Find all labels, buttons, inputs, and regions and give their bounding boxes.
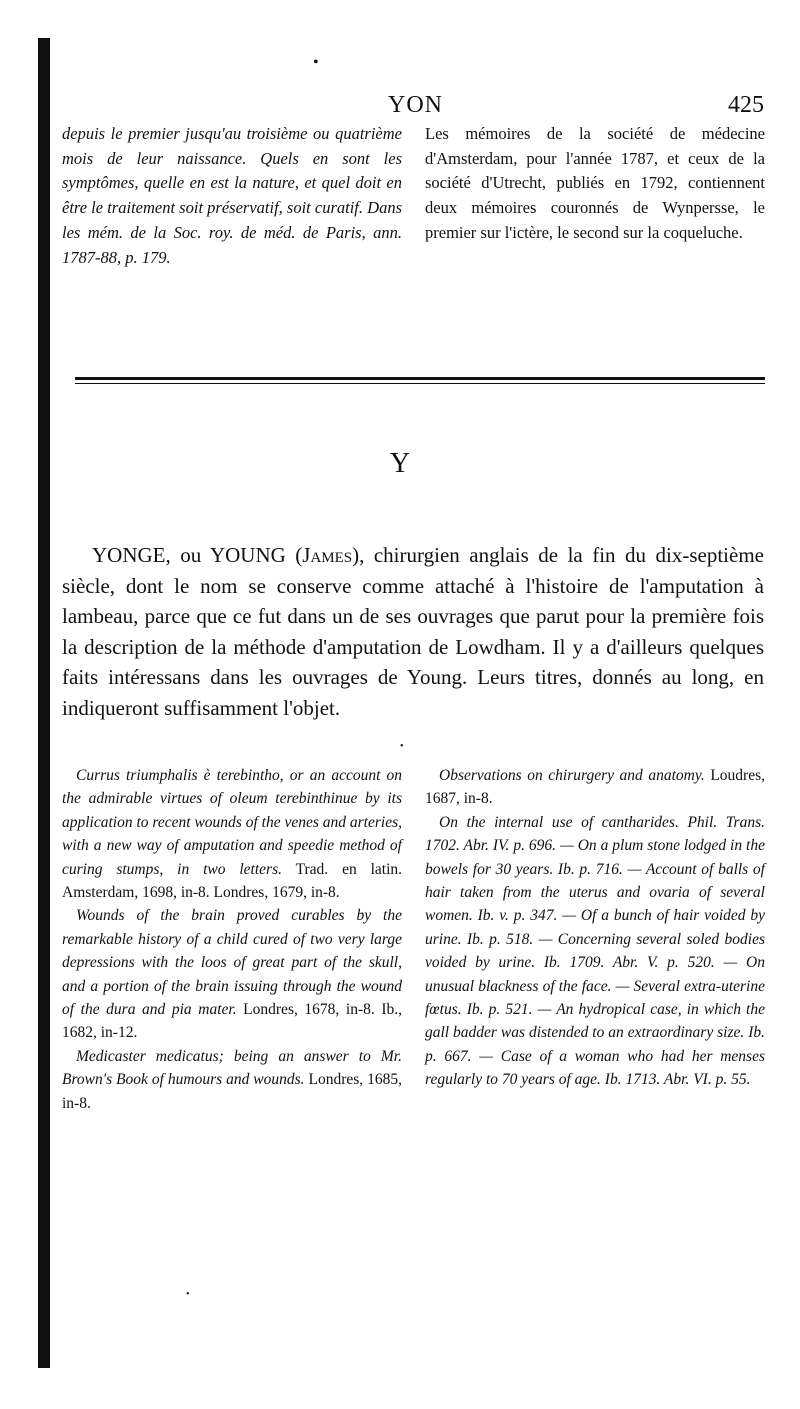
binding-edge bbox=[38, 38, 50, 1368]
top-left-column bbox=[62, 122, 402, 270]
work-title: Wounds of the brain proved curables by the remarkable history of a child cured of two very large depressions with the loos of great part of the skull, and a portion of the brain issuing through the wound of the dura and pia mater. bbox=[62, 907, 402, 1019]
entry-name: YONGE, ou YOUNG ( bbox=[92, 543, 303, 567]
bottom-ornament-dot: • bbox=[186, 1289, 190, 1300]
page-number: 425 bbox=[728, 92, 764, 118]
section-letter: Y bbox=[389, 448, 411, 479]
bibliography-item bbox=[62, 764, 402, 904]
bibliography-item bbox=[62, 1045, 402, 1115]
work-title: Medicaster medicatus; being an answer to Mr. Brown's Book of humours and wounds. bbox=[62, 1047, 402, 1089]
bibliography-item bbox=[62, 904, 402, 1044]
entry-firstname: James bbox=[302, 543, 353, 567]
bibliography-right bbox=[425, 764, 765, 1092]
work-imprint: Trad. en latin. Amsterdam, 1698, in-8. Londres, 1679, in-8. bbox=[62, 860, 402, 902]
biography-entry bbox=[62, 540, 764, 724]
work-imprint: Londres, 1678, in-8. Ib., 1682, in-12. bbox=[62, 1001, 402, 1042]
top-left-text: depuis le premier jusqu'au troisième ou quatrième mois de leur naissance. Quels en sont les symptômes, quelle en est la nature, et quel doit en être le traitement soit préservatif, soit curatif. Dans les mém. de la Soc. roy. de méd. de Paris, ann. 1787-88, p. 179. bbox=[62, 124, 402, 267]
running-header: YON bbox=[388, 92, 443, 118]
work-imprint: Londres, 1685, in-8. bbox=[62, 1071, 402, 1112]
entry-text: ), chirurgien anglais de la fin du dix-septième siècle, dont le nom se conserve comme attaché à l'histoire de l'amputation à lambeau, parce que ce fut dans un de ses ouvrages que parut pour la première fois la description de la méthode d'amputation de Lowdham. Il y a d'ailleurs quelques faits intéressans dans les ouvrages de Young. Leurs titres, donnés au long, en indiqueront suffisamment l'objet. bbox=[62, 543, 764, 720]
bibliography-item bbox=[425, 811, 765, 1092]
top-ornament-dot: • bbox=[313, 54, 319, 71]
work-title: On the internal use of cantharides. Phil. Trans. 1702. Abr. IV. p. 696. — On a plum stone lodged in the bowels for 30 years. Ib. p. 716. — Account of balls of hair taken from the uterus and ovaria of several women. Ib. v. p. 347. — Of a bunch of hair voided by urine. Ib. p. 518. — Concerning several soled bodies voided by urine. Ib. 1709. Abr. V. p. 520. — On unusual blackness of the face. — Several extra-uterine fœtus. Ib. p. 521. — An hydropical case, in which the gall badder was distended to an extraordinary size. Ib. p. 667. — Case of a woman who had her menses regularly to 70 years of age. Ib. 1713. Abr. VI. p. 55. bbox=[425, 813, 765, 1089]
top-right-column bbox=[425, 122, 765, 246]
section-rule-top bbox=[75, 377, 765, 380]
top-right-text: Les mémoires de la société de médecine d'Amsterdam, pour l'année 1787, et ceux de la société d'Utrecht, publiés en 1792, contiennent deux mémoires couronnés de Wynpersse, le premier sur l'ictère, le second sur la coqueluche. bbox=[425, 124, 765, 242]
section-rule-bottom bbox=[75, 383, 765, 384]
work-title: Observations on chirurgery and anatomy. bbox=[439, 767, 705, 784]
work-imprint: Loudres, 1687, in-8. bbox=[425, 767, 765, 808]
bibliography-item bbox=[425, 764, 765, 811]
bibliography-left bbox=[62, 764, 402, 1115]
separator-dot: • bbox=[400, 741, 404, 752]
entry-paragraph bbox=[62, 540, 764, 724]
work-title: Currus triumphalis è terebintho, or an account on the admirable virtues of oleum terebinthinue by its application to recent wounds of the venes and arteries, with a new way of amputation and speedie method of curing stumps, in two letters. bbox=[62, 767, 402, 878]
